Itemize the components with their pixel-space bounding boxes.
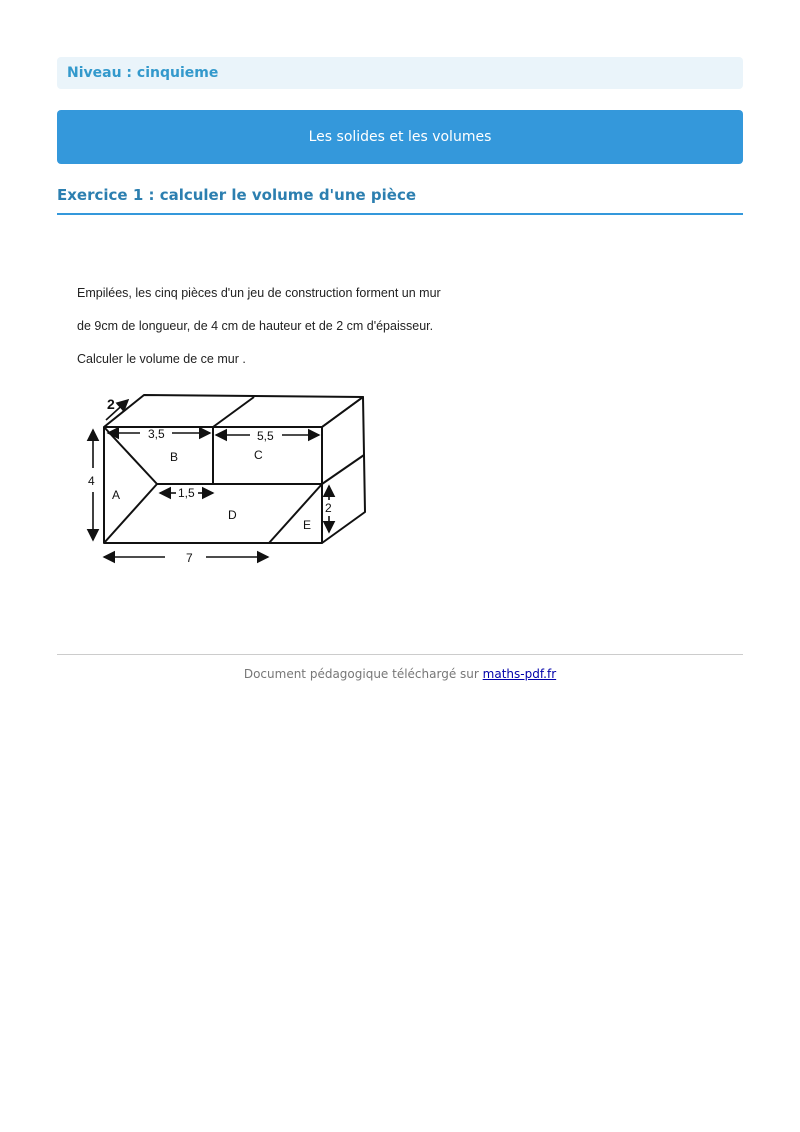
level-box (57, 57, 743, 89)
page-title: Les solides et les volumes (308, 129, 492, 145)
right-face-divider (322, 455, 364, 484)
piece-e-slant (269, 484, 322, 543)
title-bar (57, 110, 743, 164)
label-c-width: 5,5 (257, 429, 274, 443)
footer-divider (57, 654, 743, 655)
exercise-title: Exercice 1 : calculer le volume d'une pièce (57, 186, 743, 215)
statement-line-3: Calculer le volume de ce mur . (77, 352, 246, 366)
exercise-statement (77, 286, 441, 385)
top-divider (213, 397, 254, 427)
footer-text: Document pédagogique téléchargé sur (243, 667, 479, 681)
label-piece-a: A (112, 488, 121, 502)
label-bottom: 7 (186, 551, 193, 565)
label-piece-c: C (254, 448, 263, 462)
footer (57, 667, 743, 681)
label-piece-b: B (170, 450, 179, 464)
label-height: 4 (88, 474, 95, 488)
label-depth: 2 (107, 396, 115, 412)
label-piece-d: D (228, 508, 237, 522)
label-piece-e: E (303, 518, 312, 532)
label-b-width: 3,5 (148, 427, 165, 441)
level-label: Niveau : cinquieme (67, 65, 219, 81)
statement-line-2: de 9cm de longueur, de 4 cm de hauteur et de 2 cm d'épaisseur. (77, 319, 434, 333)
piece-a-boundary (104, 427, 157, 543)
label-e-height: 2 (325, 501, 332, 515)
footer-link[interactable]: maths-pdf.fr (482, 667, 557, 681)
wall-figure (76, 380, 376, 575)
label-d-top: 1,5 (178, 486, 195, 500)
statement-line-1: Empilées, les cinq pièces d'un jeu de construction forment un mur (77, 286, 441, 300)
